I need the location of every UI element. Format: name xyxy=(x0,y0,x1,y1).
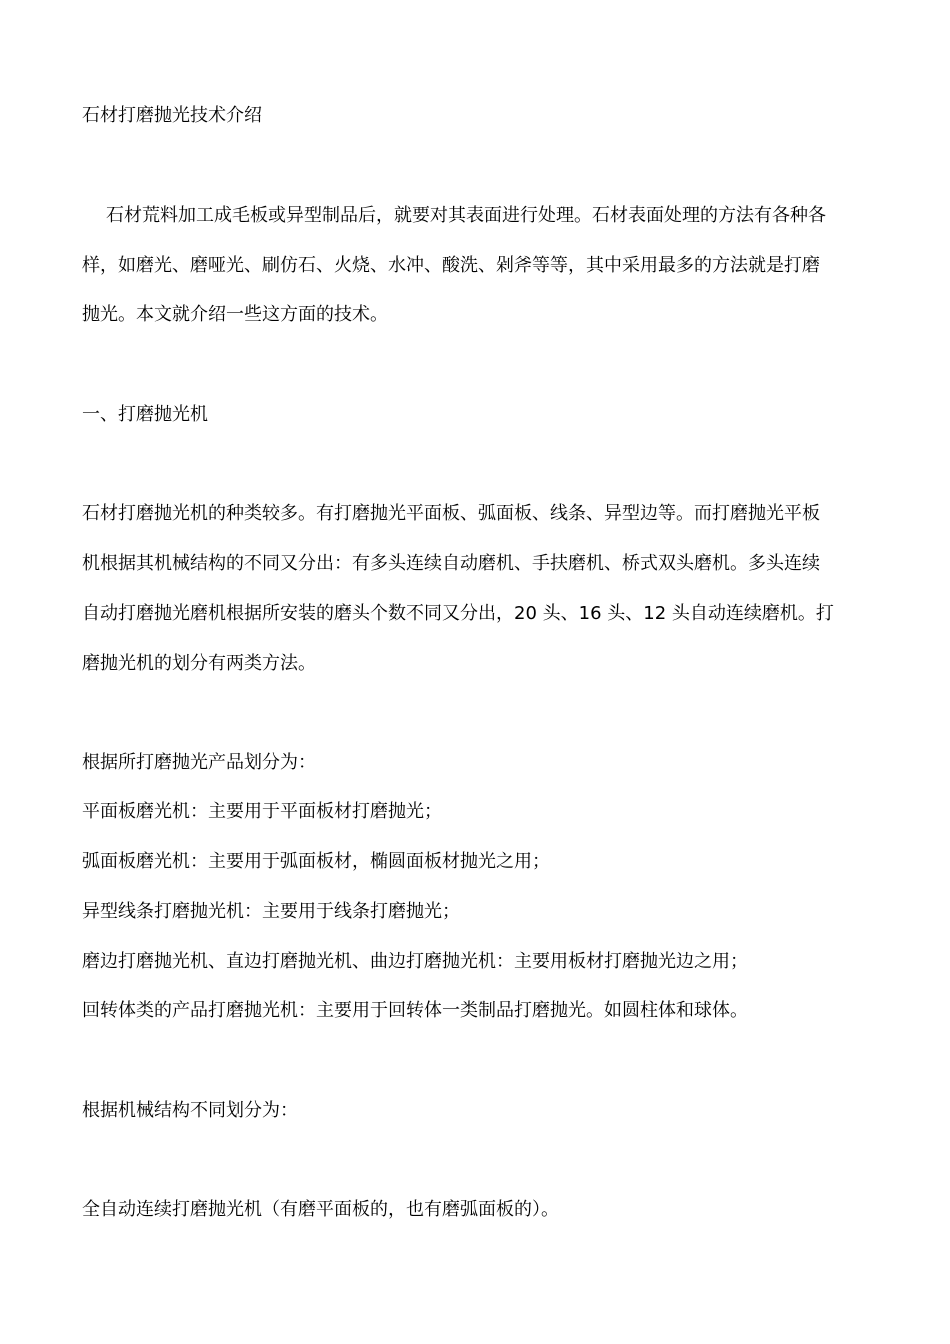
document-title: 石材打磨抛光技术介绍 xyxy=(82,105,262,126)
paragraph-line: 自动打磨抛光磨机根据所安装的磨头个数不同又分出，20 头、16 头、12 头自动连续磨机。打 xyxy=(82,603,834,624)
list-item: 弧面板磨光机：主要用于弧面板材，椭圆面板材抛光之用； xyxy=(82,851,550,872)
list-item: 回转体类的产品打磨抛光机：主要用于回转体一类制品打磨抛光。如圆柱体和球体。 xyxy=(82,1000,748,1021)
paragraph-line: 磨抛光机的划分有两类方法。 xyxy=(82,653,316,674)
list-item: 平面板磨光机：主要用于平面板材打磨抛光； xyxy=(82,801,442,822)
paragraph-line: 石材打磨抛光机的种类较多。有打磨抛光平面板、弧面板、线条、异型边等。而打磨抛光平板 xyxy=(82,503,820,524)
list-item: 磨边打磨抛光机、直边打磨抛光机、曲边打磨抛光机：主要用板材打磨抛光边之用； xyxy=(82,951,748,972)
classification-label: 根据机械结构不同划分为： xyxy=(82,1100,298,1121)
paragraph-line: 机根据其机械结构的不同又分出：有多头连续自动磨机、手扶磨机、桥式双头磨机。多头连续 xyxy=(82,553,820,574)
intro-line: 抛光。本文就介绍一些这方面的技术。 xyxy=(82,304,388,325)
list-item: 全自动连续打磨抛光机（有磨平面板的，也有磨弧面板的）。 xyxy=(82,1199,559,1220)
intro-line: 样，如磨光、磨哑光、刷仿石、火烧、水冲、酸洗、剁斧等等，其中采用最多的方法就是打磨 xyxy=(82,255,820,276)
intro-line: 石材荒料加工成毛板或异型制品后，就要对其表面进行处理。石材表面处理的方法有各种各 xyxy=(106,205,826,226)
section-heading: 一、打磨抛光机 xyxy=(82,404,208,425)
classification-label: 根据所打磨抛光产品划分为： xyxy=(82,752,316,773)
list-item: 异型线条打磨抛光机：主要用于线条打磨抛光； xyxy=(82,901,460,922)
